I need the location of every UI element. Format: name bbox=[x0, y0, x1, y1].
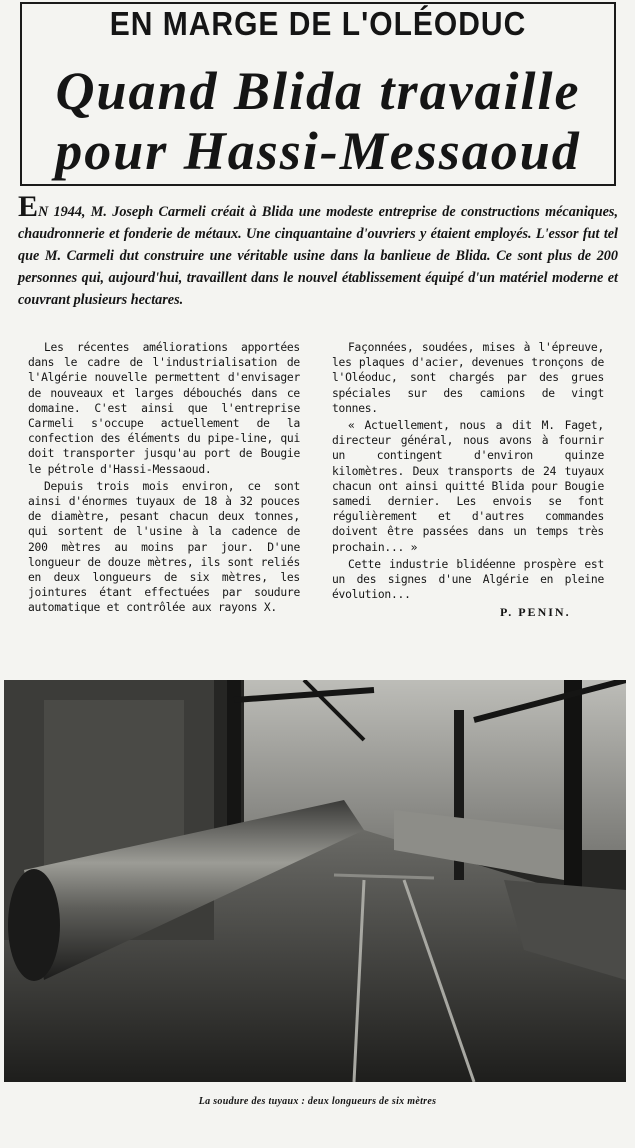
pipe-workshop-illustration bbox=[4, 680, 626, 1082]
right-paragraph-3: Cette industrie blidéenne prospère est un des signes d'une Algérie en pleine évolution... bbox=[332, 557, 604, 602]
factory-photo bbox=[4, 680, 626, 1082]
right-column bbox=[332, 340, 604, 602]
left-paragraph-1: Les récentes améliorations apportées dans le cadre de l'industrialisation de l'Algérie nouvelle permettent d'envisager de nouveaux et larges débouchés dans ce domaine. C'est ainsi que l'entreprise Carmeli s'occupe actuellement de la confection des éléments du pipe-line, qui doit transporter jusqu'au port de Bougie le pétrole d'Hassi-Messaoud. bbox=[28, 341, 300, 476]
right-paragraph-1: Façonnées, soudées, mises à l'épreuve, les plaques d'acier, devenues tronçons de l'Oléoduc, sont chargés par des grues spéciales sur des camions de vingt tonnes. bbox=[332, 341, 604, 415]
right-paragraph-2: « Actuellement, nous a dit M. Faget, directeur général, nous avons à fournir un contingent d'environ quinze kilomètres. Deux transports de 24 tuyaux chacun ont ainsi quitté Blida pour Bougie samedi dernier. Les envois se font régulièrement et d'autres commandes doivent être passées dans un temps très prochain... » bbox=[332, 419, 604, 554]
kicker: EN MARGE DE L'OLÉODUC bbox=[109, 5, 527, 43]
photo-caption: La soudure des tuyaux : deux longueurs de six mètres bbox=[198, 1096, 437, 1107]
headline-line-1: Quand Blida travaille bbox=[55, 61, 581, 121]
headline-line-2: pour Hassi-Messaoud bbox=[55, 121, 581, 181]
lead-paragraph: EN 1944, M. Joseph Carmeli créait à Blida une modeste entreprise de constructions mécaniques, chaudronnerie et fonderie de métaux. Une cinquantaine d'ouvriers y étaient employés. L'essor fut tel que M. Carmeli dut construire une véritable usine dans la banlieue de Blida. Ce sont plus de 200 personnes qui, aujourd'hui, travaillent dans le nouvel établissement équipé d'un matériel moderne et couvrant plusieurs hectares. bbox=[18, 190, 618, 308]
byline: P. PENIN. bbox=[500, 605, 571, 619]
headline-box bbox=[20, 2, 616, 186]
left-paragraph-2: Depuis trois mois environ, ce sont ainsi d'énormes tuyaux de 18 à 32 pouces de diamètre, pesant chacun deux tonnes, qui sortent de l'usine à la cadence de 200 mètres au moins par jour. D'une longueur de douze mètres, ils sont reliés en deux longueurs de six mètres, les jointures étant effectuées par soudure automatique et contrôlée aux rayons X. bbox=[28, 479, 300, 615]
left-column bbox=[28, 340, 300, 616]
